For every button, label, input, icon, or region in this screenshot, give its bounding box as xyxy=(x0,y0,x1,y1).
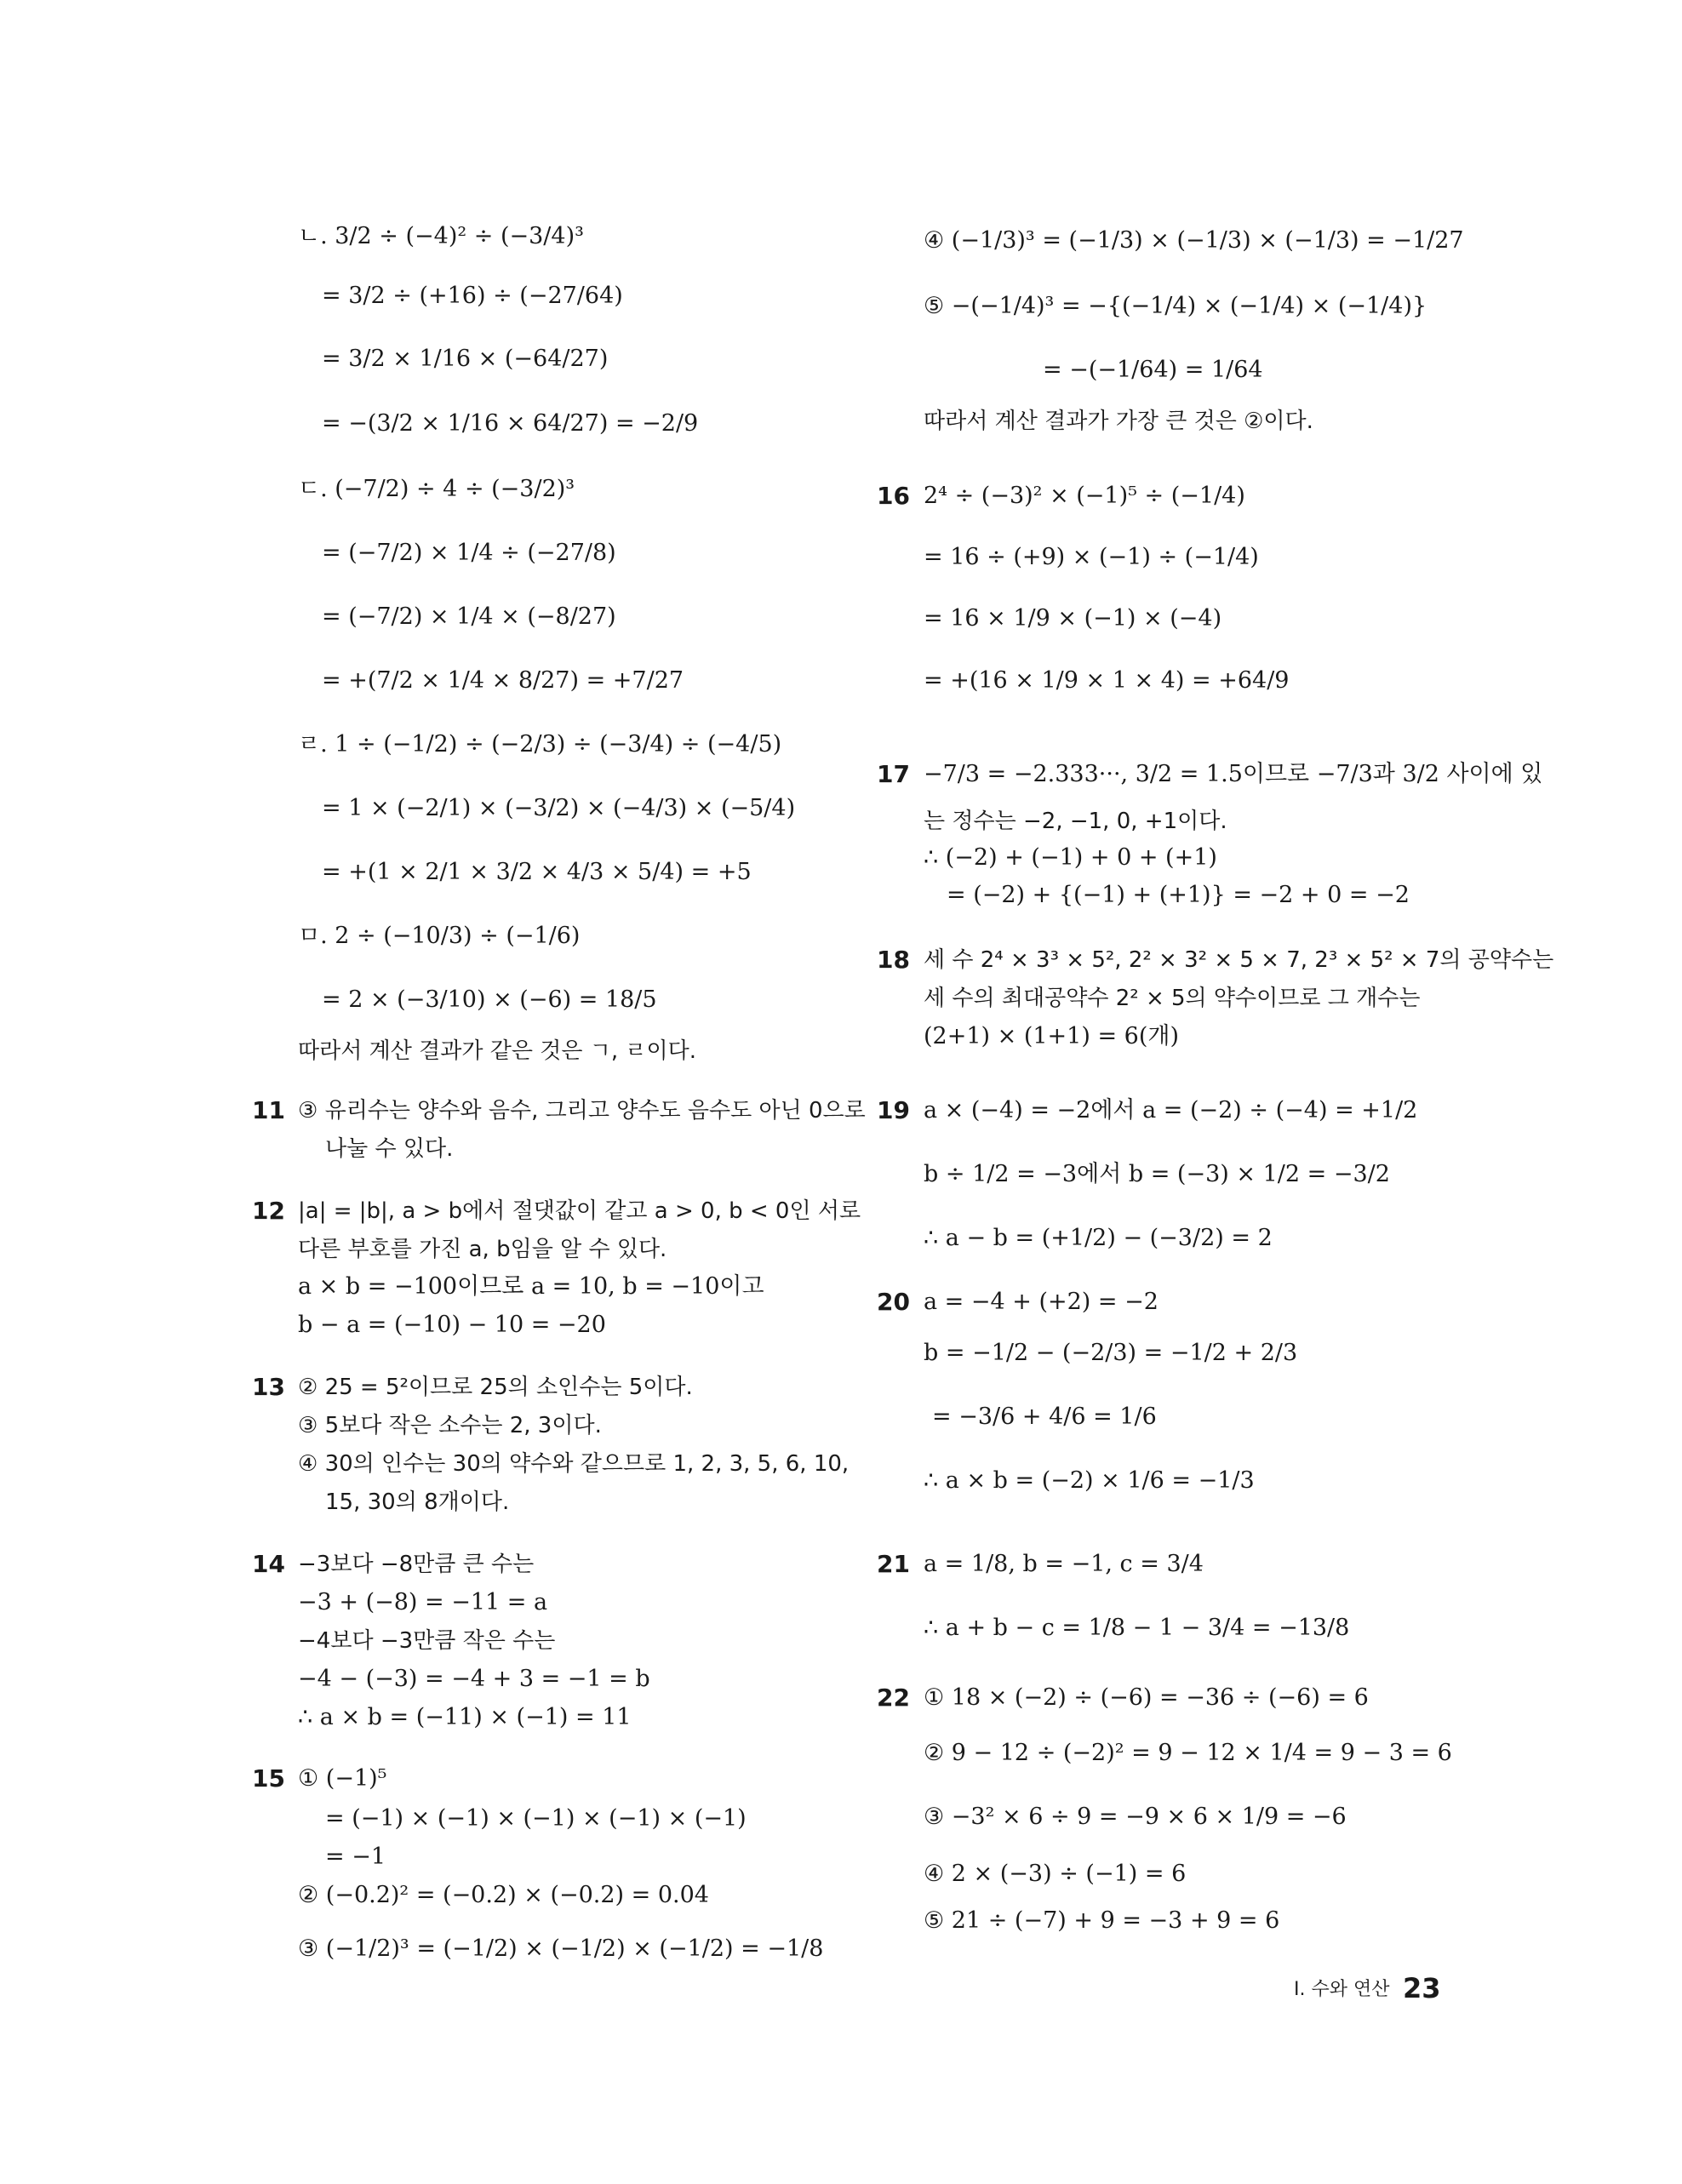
p13-line4: 15, 30의 8개이다. xyxy=(325,1489,510,1515)
p15-line8: = −(−1/64) = 1/64 xyxy=(1043,357,1263,383)
problem-number-21: 21 xyxy=(877,1550,910,1578)
p14-line2: −3 + (−8) = −11 = a xyxy=(298,1589,548,1615)
p12-line1: |a| = |b|, a > b에서 절댓값이 같고 a > 0, b < 0인 서로 xyxy=(298,1198,861,1224)
p18-line3: (2+1) × (1+1) = 6(개) xyxy=(924,1023,1179,1049)
p10-n-step1: = 3/2 ÷ (+16) ÷ (−27/64) xyxy=(322,283,623,309)
p18-line1: 세 수 2⁴ × 3³ × 5², 2² × 3² × 5 × 7, 2³ × 5² × 7의 공약수는 xyxy=(924,947,1554,973)
problem-number-22: 22 xyxy=(877,1684,910,1712)
problem-number-17: 17 xyxy=(877,760,910,788)
p15-line7: ⑤ −(−1/4)³ = −{(−1/4) × (−1/4) × (−1/4)} xyxy=(924,293,1427,319)
p19-line3: ∴ a − b = (+1/2) − (−3/2) = 2 xyxy=(924,1225,1273,1251)
p10-n-step3: = −(3/2 × 1/16 × 64/27) = −2/9 xyxy=(322,410,699,437)
p15-line4: ② (−0.2)² = (−0.2) × (−0.2) = 0.04 xyxy=(298,1882,709,1908)
p18-line2: 세 수의 최대공약수 2² × 5의 약수이므로 그 개수는 xyxy=(924,986,1421,1011)
p15-line6: ④ (−1/3)³ = (−1/3) × (−1/3) × (−1/3) = −1/27 xyxy=(924,227,1464,254)
p13-line1: ② 25 = 5²이므로 25의 소인수는 5이다. xyxy=(298,1375,693,1400)
problem-number-14: 14 xyxy=(252,1550,285,1578)
problem-number-16: 16 xyxy=(877,482,910,510)
p10-r-step1: = 1 × (−2/1) × (−3/2) × (−4/3) × (−5/4) xyxy=(322,795,796,821)
p17-line2: 는 정수는 −2, −1, 0, +1이다. xyxy=(924,809,1227,834)
p22-line2: ② 9 − 12 ÷ (−2)² = 9 − 12 × 1/4 = 9 − 3 = 6 xyxy=(924,1740,1452,1766)
p17-line1: −7/3 = −2.333···, 3/2 = 1.5이므로 −7/3과 3/2 사이에 있 xyxy=(924,761,1543,787)
page-number: 23 xyxy=(1403,1972,1441,2004)
p15-conclusion: 따라서 계산 결과가 가장 큰 것은 ②이다. xyxy=(924,409,1313,434)
p10-d-step1: = (−7/2) × 1/4 ÷ (−27/8) xyxy=(322,540,616,566)
p21-line2: ∴ a + b − c = 1/8 − 1 − 3/4 = −13/8 xyxy=(924,1615,1350,1641)
p20-line4: ∴ a × b = (−2) × 1/6 = −1/3 xyxy=(924,1467,1255,1494)
p20-line2: b = −1/2 − (−2/3) = −1/2 + 2/3 xyxy=(924,1340,1298,1366)
p22-line1: ① 18 × (−2) ÷ (−6) = −36 ÷ (−6) = 6 xyxy=(924,1684,1369,1711)
p13-line3: ④ 30의 인수는 30의 약수와 같으므로 1, 2, 3, 5, 6, 10, xyxy=(298,1451,850,1477)
p13-line2: ③ 5보다 작은 소수는 2, 3이다. xyxy=(298,1413,602,1438)
problem-number-18: 18 xyxy=(877,946,910,974)
p20-line3: = −3/6 + 4/6 = 1/6 xyxy=(932,1404,1157,1430)
p17-line4: = (−2) + {(−1) + (+1)} = −2 + 0 = −2 xyxy=(947,882,1410,908)
p16-line4: = +(16 × 1/9 × 1 × 4) = +64/9 xyxy=(924,667,1290,694)
p10-r-step2: = +(1 × 2/1 × 3/2 × 4/3 × 5/4) = +5 xyxy=(322,859,752,885)
footer-section-title: I. 수와 연산 xyxy=(1294,1979,1390,2000)
p19-line1: a × (−4) = −2에서 a = (−2) ÷ (−4) = +1/2 xyxy=(924,1097,1418,1123)
p15-line2: = (−1) × (−1) × (−1) × (−1) × (−1) xyxy=(325,1805,747,1832)
p15-line5: ③ (−1/2)³ = (−1/2) × (−1/2) × (−1/2) = −1/8 xyxy=(298,1935,824,1962)
p10-conclusion: 따라서 계산 결과가 같은 것은 ㄱ, ㄹ이다. xyxy=(298,1038,696,1064)
p16-line3: = 16 × 1/9 × (−1) × (−4) xyxy=(924,605,1222,632)
p15-line1: ① (−1)⁵ xyxy=(298,1765,387,1792)
p10-n-head: ㄴ. 3/2 ÷ (−4)² ÷ (−3/4)³ xyxy=(298,223,584,249)
p10-r-head: ㄹ. 1 ÷ (−1/2) ÷ (−2/3) ÷ (−3/4) ÷ (−4/5) xyxy=(298,731,782,758)
p11-line1: ③ 유리수는 양수와 음수, 그리고 양수도 음수도 아닌 0으로 xyxy=(298,1098,866,1123)
p20-line1: a = −4 + (+2) = −2 xyxy=(924,1289,1159,1315)
p12-line3: a × b = −100이므로 a = 10, b = −10이고 xyxy=(298,1273,764,1300)
p10-d-step3: = +(7/2 × 1/4 × 8/27) = +7/27 xyxy=(322,667,684,694)
p22-line5: ⑤ 21 ÷ (−7) + 9 = −3 + 9 = 6 xyxy=(924,1907,1280,1934)
p14-line1: −3보다 −8만큼 큰 수는 xyxy=(298,1552,535,1577)
problem-number-13: 13 xyxy=(252,1373,285,1401)
p10-d-step2: = (−7/2) × 1/4 × (−8/27) xyxy=(322,603,616,630)
p10-m-step1: = 2 × (−3/10) × (−6) = 18/5 xyxy=(322,986,657,1013)
p14-line4: −4 − (−3) = −4 + 3 = −1 = b xyxy=(298,1666,650,1692)
p14-line5: ∴ a × b = (−11) × (−1) = 11 xyxy=(298,1704,632,1730)
p16-line1: 2⁴ ÷ (−3)² × (−1)⁵ ÷ (−1/4) xyxy=(924,483,1245,509)
p10-m-head: ㅁ. 2 ÷ (−10/3) ÷ (−1/6) xyxy=(298,923,581,949)
problem-number-11: 11 xyxy=(252,1096,285,1124)
p14-line3: −4보다 −3만큼 작은 수는 xyxy=(298,1628,556,1654)
problem-number-12: 12 xyxy=(252,1197,285,1225)
p12-line4: b − a = (−10) − 10 = −20 xyxy=(298,1312,606,1338)
p15-line3: = −1 xyxy=(325,1844,386,1870)
p12-line2: 다른 부호를 가진 a, b임을 알 수 있다. xyxy=(298,1237,667,1262)
problem-number-19: 19 xyxy=(877,1096,910,1124)
p10-d-head: ㄷ. (−7/2) ÷ 4 ÷ (−3/2)³ xyxy=(298,476,575,502)
p16-line2: = 16 ÷ (+9) × (−1) ÷ (−1/4) xyxy=(924,544,1259,570)
p17-line3: ∴ (−2) + (−1) + 0 + (+1) xyxy=(924,844,1217,871)
problem-number-15: 15 xyxy=(252,1764,285,1792)
problem-number-20: 20 xyxy=(877,1288,910,1316)
p19-line2: b ÷ 1/2 = −3에서 b = (−3) × 1/2 = −3/2 xyxy=(924,1161,1390,1187)
p11-line2: 나눌 수 있다. xyxy=(325,1136,454,1162)
p22-line3: ③ −3² × 6 ÷ 9 = −9 × 6 × 1/9 = −6 xyxy=(924,1804,1347,1830)
p21-line1: a = 1/8, b = −1, c = 3/4 xyxy=(924,1551,1204,1577)
p10-n-step2: = 3/2 × 1/16 × (−64/27) xyxy=(322,346,609,372)
p22-line4: ④ 2 × (−3) ÷ (−1) = 6 xyxy=(924,1861,1187,1887)
